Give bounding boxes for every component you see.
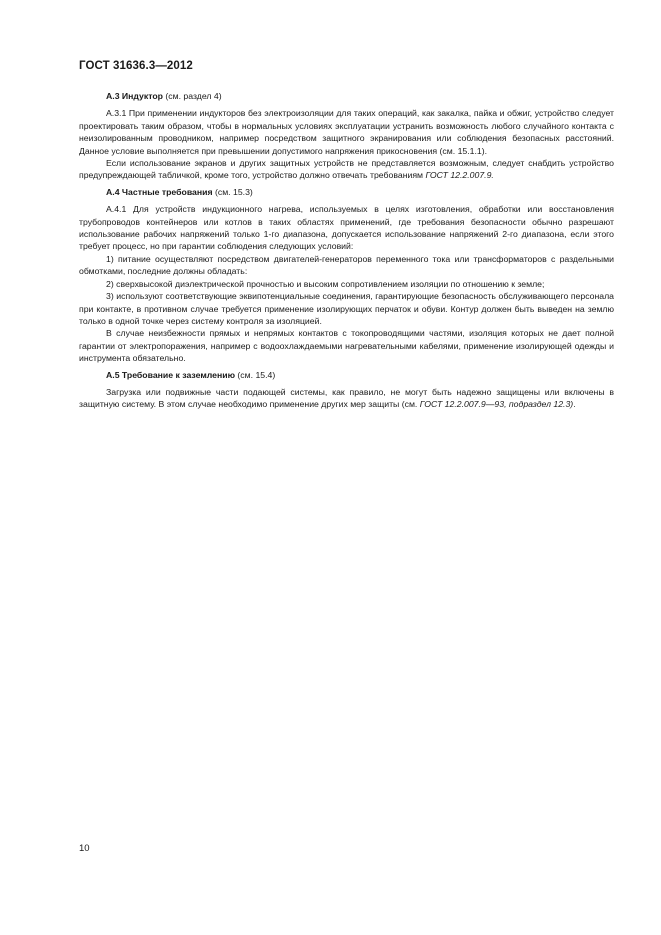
standard-reference-a5: ГОСТ 12.2.007.9—93, подраздел 12.3) xyxy=(419,399,574,410)
section-heading-a5 xyxy=(79,369,614,381)
section-heading-a3-ref: (см. раздел 4) xyxy=(162,91,222,101)
section-heading-a3-title: А.3 Индуктор xyxy=(106,91,163,101)
list-item-1: 1) питание осуществляют посредством двигателей-генераторов переменного тока или трансформаторов с раздельными обмотками, последние должны обладать: xyxy=(79,253,614,277)
paragraph-a3-2-text: Если использование экранов и других защитных устройств не представляется возможным, следует снабдить устройство предупреждающей табличкой, кроме того, устройство должно отвечать требованиям xyxy=(79,158,614,181)
paragraph-a3-1: А.3.1 При применении индукторов без электроизоляции для таких операций, как закалка, пайка и обжиг, устройство следует проектировать таким образом, чтобы в нормальных условиях эксплуатации устранить возможность любого случайного контакта с неизолированным проводником, например посредством защитного экранирования или соблюдения безопасных расстояний. Данное условие выполняется при превышении допустимого напряжения прикосновения (см. 15.1.1). xyxy=(79,108,614,156)
paragraph-a3-2 xyxy=(79,157,614,182)
paragraph-a5-1-end: . xyxy=(573,399,576,410)
section-heading-a4 xyxy=(79,186,614,198)
paragraph-a4-1: А.4.1 Для устройств индукционного нагрева, используемых в целях изготовления, обработки или восстановления трубопроводов контейнеров или котлов в таких областях применений, где требования безопасности обычно разрешают использование рабочих напряжений только 1-го диапазона, допускается использование напряжений 2-го диапазона, если этого требует процесс, но при гарантии соблюдения следующих условий: xyxy=(79,204,614,252)
document-body xyxy=(79,90,614,411)
list-item-2: 2) сверхвысокой диэлектрической прочностью и высоким сопротивлением изоляции по отношению к земле; xyxy=(106,278,545,289)
paragraph-a4-2: В случае неизбежности прямых и непрямых контактов с токопроводящими частями, изоляция которых не дает полной гарантии от электропоражения, например с водоохлаждаемыми нагревательными кабелями, применение изолирующей одежды и инструмента обязательно. xyxy=(79,328,614,364)
standard-reference: ГОСТ 12.2.007.9. xyxy=(425,170,494,181)
list-item-3: 3) используют соответствующие эквипотенциальные соединения, гарантирующие безопасность обслуживающего персонала при контакте, в противном случае требуется применение изолирующих перчаток и обуви. Контур должен быть выведен на землю только в одной точке через систему контроля за изоляцией. xyxy=(79,291,614,326)
document-header: ГОСТ 31636.3—2012 xyxy=(79,60,193,72)
paragraph-a5-1-text: Загрузка или подвижные части подающей системы, как правило, не могут быть надежно защищены или включены в защитную систему. В этом случае необходимо применение других мер защиты (см. xyxy=(79,386,614,410)
section-heading-a5-ref: (см. 15.4) xyxy=(235,369,276,380)
section-heading-a3 xyxy=(79,90,614,102)
section-heading-a4-ref: (см. 15.3) xyxy=(212,186,253,197)
section-heading-a4-title: А.4 Частные требования xyxy=(106,186,213,197)
page-number: 10 xyxy=(79,843,90,854)
section-heading-a5-title: А.5 Требование к заземлению xyxy=(106,369,235,380)
paragraph-a5-1 xyxy=(79,386,614,411)
